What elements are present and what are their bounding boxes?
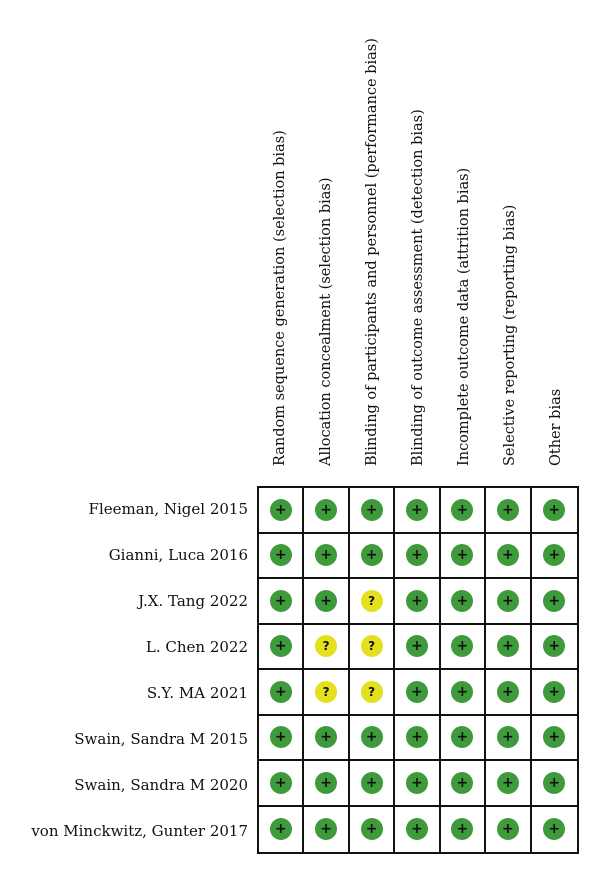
bias-cell — [395, 579, 440, 625]
study-label: Swain, Sandra M 2015 — [74, 730, 248, 748]
low-risk-icon: + — [497, 590, 519, 612]
study-label: L. Chen 2022 — [145, 638, 248, 656]
unclear-risk-icon: ? — [361, 681, 383, 703]
column-header — [395, 10, 441, 480]
low-risk-icon: + — [315, 499, 337, 521]
bias-cell — [486, 716, 531, 762]
column-header — [533, 10, 579, 480]
bias-cell — [395, 488, 440, 534]
low-risk-icon: + — [497, 772, 519, 794]
bias-cell — [304, 807, 349, 853]
study-label: von Minckwitz, Gunter 2017 — [31, 822, 248, 840]
bias-cell — [532, 579, 577, 625]
low-risk-icon: + — [497, 635, 519, 657]
low-risk-icon: + — [315, 772, 337, 794]
low-risk-icon: + — [270, 681, 292, 703]
low-risk-icon: + — [543, 544, 565, 566]
column-header-label: Incomplete outcome data (attrition bias) — [455, 167, 472, 466]
low-risk-icon: + — [451, 772, 473, 794]
bias-cell — [259, 761, 304, 807]
unclear-risk-icon: ? — [315, 635, 337, 657]
low-risk-icon: + — [497, 499, 519, 521]
low-risk-icon: + — [497, 544, 519, 566]
low-risk-icon: + — [497, 726, 519, 748]
bias-cell — [532, 807, 577, 853]
low-risk-icon: + — [543, 635, 565, 657]
low-risk-icon: + — [406, 818, 428, 840]
column-header-label: Blinding of participants and personnel (performance bias) — [363, 37, 380, 466]
low-risk-icon: + — [406, 499, 428, 521]
bias-cell — [304, 488, 349, 534]
bias-cell — [486, 534, 531, 580]
low-risk-icon: + — [315, 590, 337, 612]
low-risk-icon: + — [361, 818, 383, 840]
low-risk-icon: + — [497, 681, 519, 703]
low-risk-icon: + — [451, 590, 473, 612]
low-risk-icon: + — [270, 635, 292, 657]
low-risk-icon: + — [315, 818, 337, 840]
low-risk-icon: + — [543, 499, 565, 521]
bias-cell — [486, 625, 531, 671]
bias-cell — [350, 579, 395, 625]
column-header-label: Random sequence generation (selection bias) — [271, 129, 288, 466]
bias-cell — [395, 761, 440, 807]
bias-cell — [350, 761, 395, 807]
low-risk-icon: + — [543, 818, 565, 840]
bias-cell — [259, 807, 304, 853]
bias-cell — [304, 670, 349, 716]
column-header — [349, 10, 395, 480]
bias-cell — [304, 761, 349, 807]
bias-cell — [395, 625, 440, 671]
column-header-label: Other bias — [547, 388, 564, 466]
bias-cell — [532, 534, 577, 580]
low-risk-icon: + — [361, 772, 383, 794]
bias-cell — [441, 716, 486, 762]
low-risk-icon: + — [451, 681, 473, 703]
unclear-risk-icon: ? — [361, 635, 383, 657]
low-risk-icon: + — [406, 544, 428, 566]
bias-cell — [486, 761, 531, 807]
bias-cell — [395, 716, 440, 762]
study-label: S.Y. MA 2021 — [146, 684, 248, 702]
low-risk-icon: + — [497, 818, 519, 840]
low-risk-icon: + — [451, 544, 473, 566]
low-risk-icon: + — [406, 681, 428, 703]
low-risk-icon: + — [270, 544, 292, 566]
bias-cell — [395, 670, 440, 716]
column-header — [257, 10, 303, 480]
low-risk-icon: + — [543, 590, 565, 612]
low-risk-icon: + — [543, 726, 565, 748]
low-risk-icon: + — [451, 499, 473, 521]
bias-cell — [304, 534, 349, 580]
bias-cell — [350, 534, 395, 580]
bias-cell — [441, 534, 486, 580]
study-label: Swain, Sandra M 2020 — [74, 776, 248, 794]
bias-cell — [532, 716, 577, 762]
unclear-risk-icon: ? — [361, 590, 383, 612]
unclear-risk-icon: ? — [315, 681, 337, 703]
study-label: Gianni, Luca 2016 — [108, 546, 248, 564]
column-header-label: Blinding of outcome assessment (detection bias) — [409, 108, 426, 466]
low-risk-icon: + — [315, 544, 337, 566]
column-header-label: Selective reporting (reporting bias) — [501, 204, 518, 466]
bias-cell — [486, 488, 531, 534]
bias-cell — [532, 488, 577, 534]
low-risk-icon: + — [270, 772, 292, 794]
bias-cell — [304, 579, 349, 625]
column-header-label: Allocation concealment (selection bias) — [317, 177, 334, 466]
low-risk-icon: + — [406, 590, 428, 612]
low-risk-icon: + — [451, 818, 473, 840]
bias-cell — [532, 625, 577, 671]
low-risk-icon: + — [361, 726, 383, 748]
study-label: J.X. Tang 2022 — [138, 592, 248, 610]
bias-cell — [350, 807, 395, 853]
low-risk-icon: + — [451, 726, 473, 748]
low-risk-icon: + — [406, 726, 428, 748]
bias-cell — [395, 534, 440, 580]
low-risk-icon: + — [543, 772, 565, 794]
low-risk-icon: + — [270, 818, 292, 840]
bias-cell — [304, 716, 349, 762]
risk-of-bias-grid — [257, 486, 579, 854]
bias-cell — [259, 488, 304, 534]
column-header — [303, 10, 349, 480]
bias-cell — [441, 488, 486, 534]
low-risk-icon: + — [270, 590, 292, 612]
bias-cell — [350, 488, 395, 534]
bias-cell — [486, 670, 531, 716]
low-risk-icon: + — [361, 499, 383, 521]
bias-cell — [304, 625, 349, 671]
bias-cell — [441, 807, 486, 853]
bias-cell — [259, 716, 304, 762]
low-risk-icon: + — [315, 726, 337, 748]
low-risk-icon: + — [270, 499, 292, 521]
low-risk-icon: + — [543, 681, 565, 703]
bias-cell — [441, 625, 486, 671]
bias-cell — [532, 670, 577, 716]
bias-cell — [441, 579, 486, 625]
bias-cell — [350, 625, 395, 671]
bias-cell — [441, 670, 486, 716]
study-label: Fleeman, Nigel 2015 — [88, 500, 248, 518]
bias-cell — [259, 670, 304, 716]
low-risk-icon: + — [406, 772, 428, 794]
bias-cell — [259, 625, 304, 671]
bias-cell — [532, 761, 577, 807]
bias-cell — [350, 670, 395, 716]
bias-cell — [259, 534, 304, 580]
low-risk-icon: + — [270, 726, 292, 748]
column-header — [441, 10, 487, 480]
bias-cell — [486, 807, 531, 853]
bias-cell — [486, 579, 531, 625]
bias-cell — [259, 579, 304, 625]
bias-cell — [395, 807, 440, 853]
bias-cell — [441, 761, 486, 807]
low-risk-icon: + — [406, 635, 428, 657]
bias-cell — [350, 716, 395, 762]
low-risk-icon: + — [451, 635, 473, 657]
column-header — [487, 10, 533, 480]
low-risk-icon: + — [361, 544, 383, 566]
